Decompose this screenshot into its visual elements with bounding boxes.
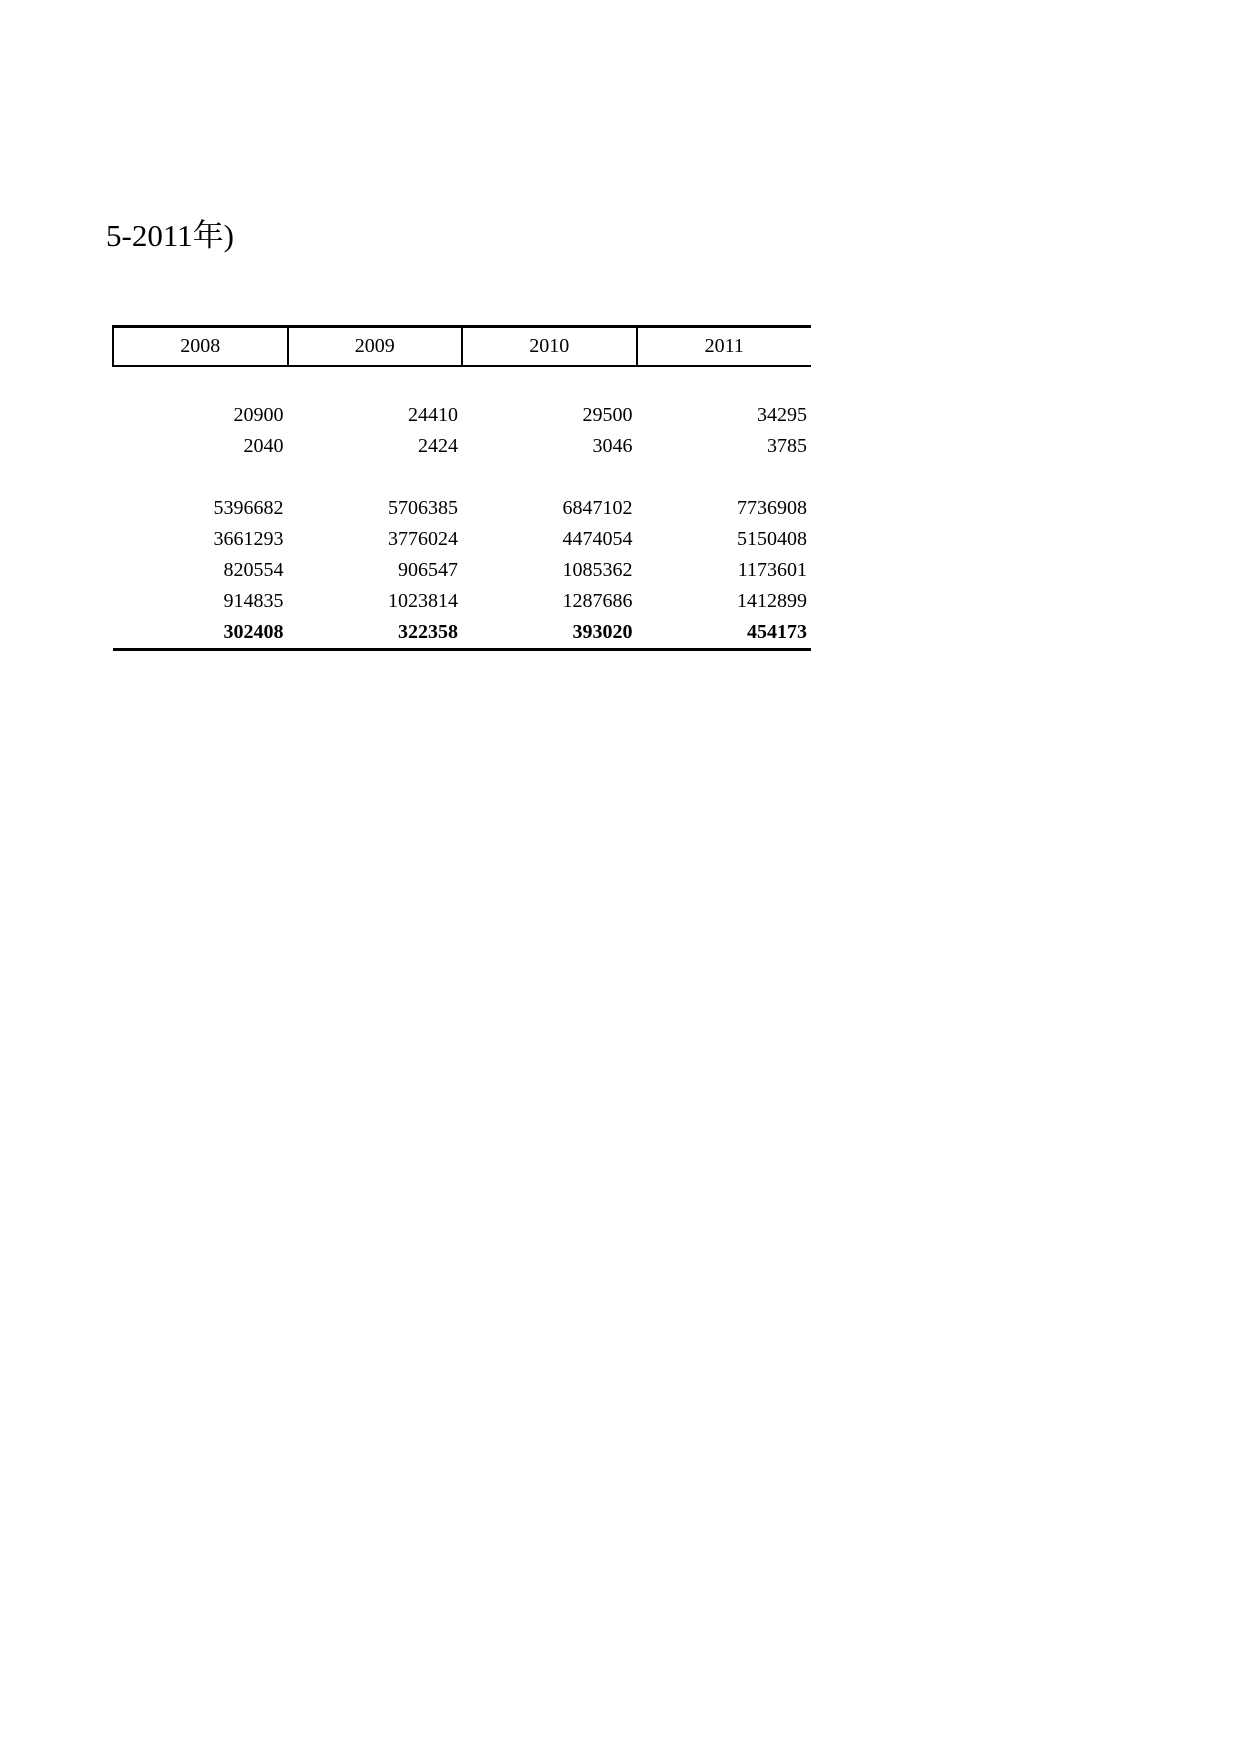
header-cell-2010: 2010 — [462, 327, 637, 367]
table-cell: 20900 — [233, 404, 284, 426]
table-cell: 1287686 — [562, 590, 633, 612]
table-cell: 3046 — [592, 435, 633, 457]
table-cell: 1023814 — [388, 590, 458, 612]
table-cell: 24410 — [408, 404, 458, 426]
table-cell: 302408 — [113, 617, 288, 650]
table-cell: 906547 — [398, 559, 458, 581]
table-cell: 7736908 — [737, 497, 807, 519]
table-cell: 2040 — [243, 435, 284, 457]
table-cell: 5706385 — [388, 497, 458, 519]
table-cell: 820554 — [223, 559, 284, 581]
table-cell: 29500 — [582, 404, 633, 426]
table-cell: 1173601 — [737, 559, 807, 581]
header-cell-2011: 2011 — [637, 327, 812, 367]
table-row — [113, 524, 811, 555]
table-row — [113, 400, 811, 431]
table-cell: 1412899 — [737, 590, 807, 612]
spacer-row — [113, 366, 811, 400]
header-cell-2008: 2008 — [113, 327, 288, 367]
table-cell: 5150408 — [737, 528, 807, 550]
table-row — [113, 431, 811, 462]
table-cell: 322358 — [288, 617, 463, 650]
table-row — [113, 493, 811, 524]
table-cell: 1085362 — [562, 559, 633, 581]
table-cell: 393020 — [462, 617, 637, 650]
data-table — [112, 325, 811, 651]
table-row — [113, 586, 811, 617]
table-cell: 3661293 — [213, 528, 284, 550]
table-cell: 6847102 — [562, 497, 633, 519]
page-title-text: 5-2011年) — [106, 218, 234, 253]
page-title — [0, 214, 240, 258]
table-cell: 34295 — [757, 404, 807, 426]
table-cell: 914835 — [223, 590, 284, 612]
spacer-row — [113, 462, 811, 493]
header-cell-2009: 2009 — [288, 327, 463, 367]
table-cell: 4474054 — [562, 528, 633, 550]
table-row — [113, 555, 811, 586]
table-cell: 454173 — [637, 617, 812, 650]
table-cell: 3776024 — [388, 528, 458, 550]
table-cell: 3785 — [767, 435, 807, 457]
table-row-bold — [113, 617, 811, 650]
table-cell: 2424 — [418, 435, 458, 457]
table-cell: 5396682 — [213, 497, 284, 519]
header-row — [113, 327, 811, 367]
